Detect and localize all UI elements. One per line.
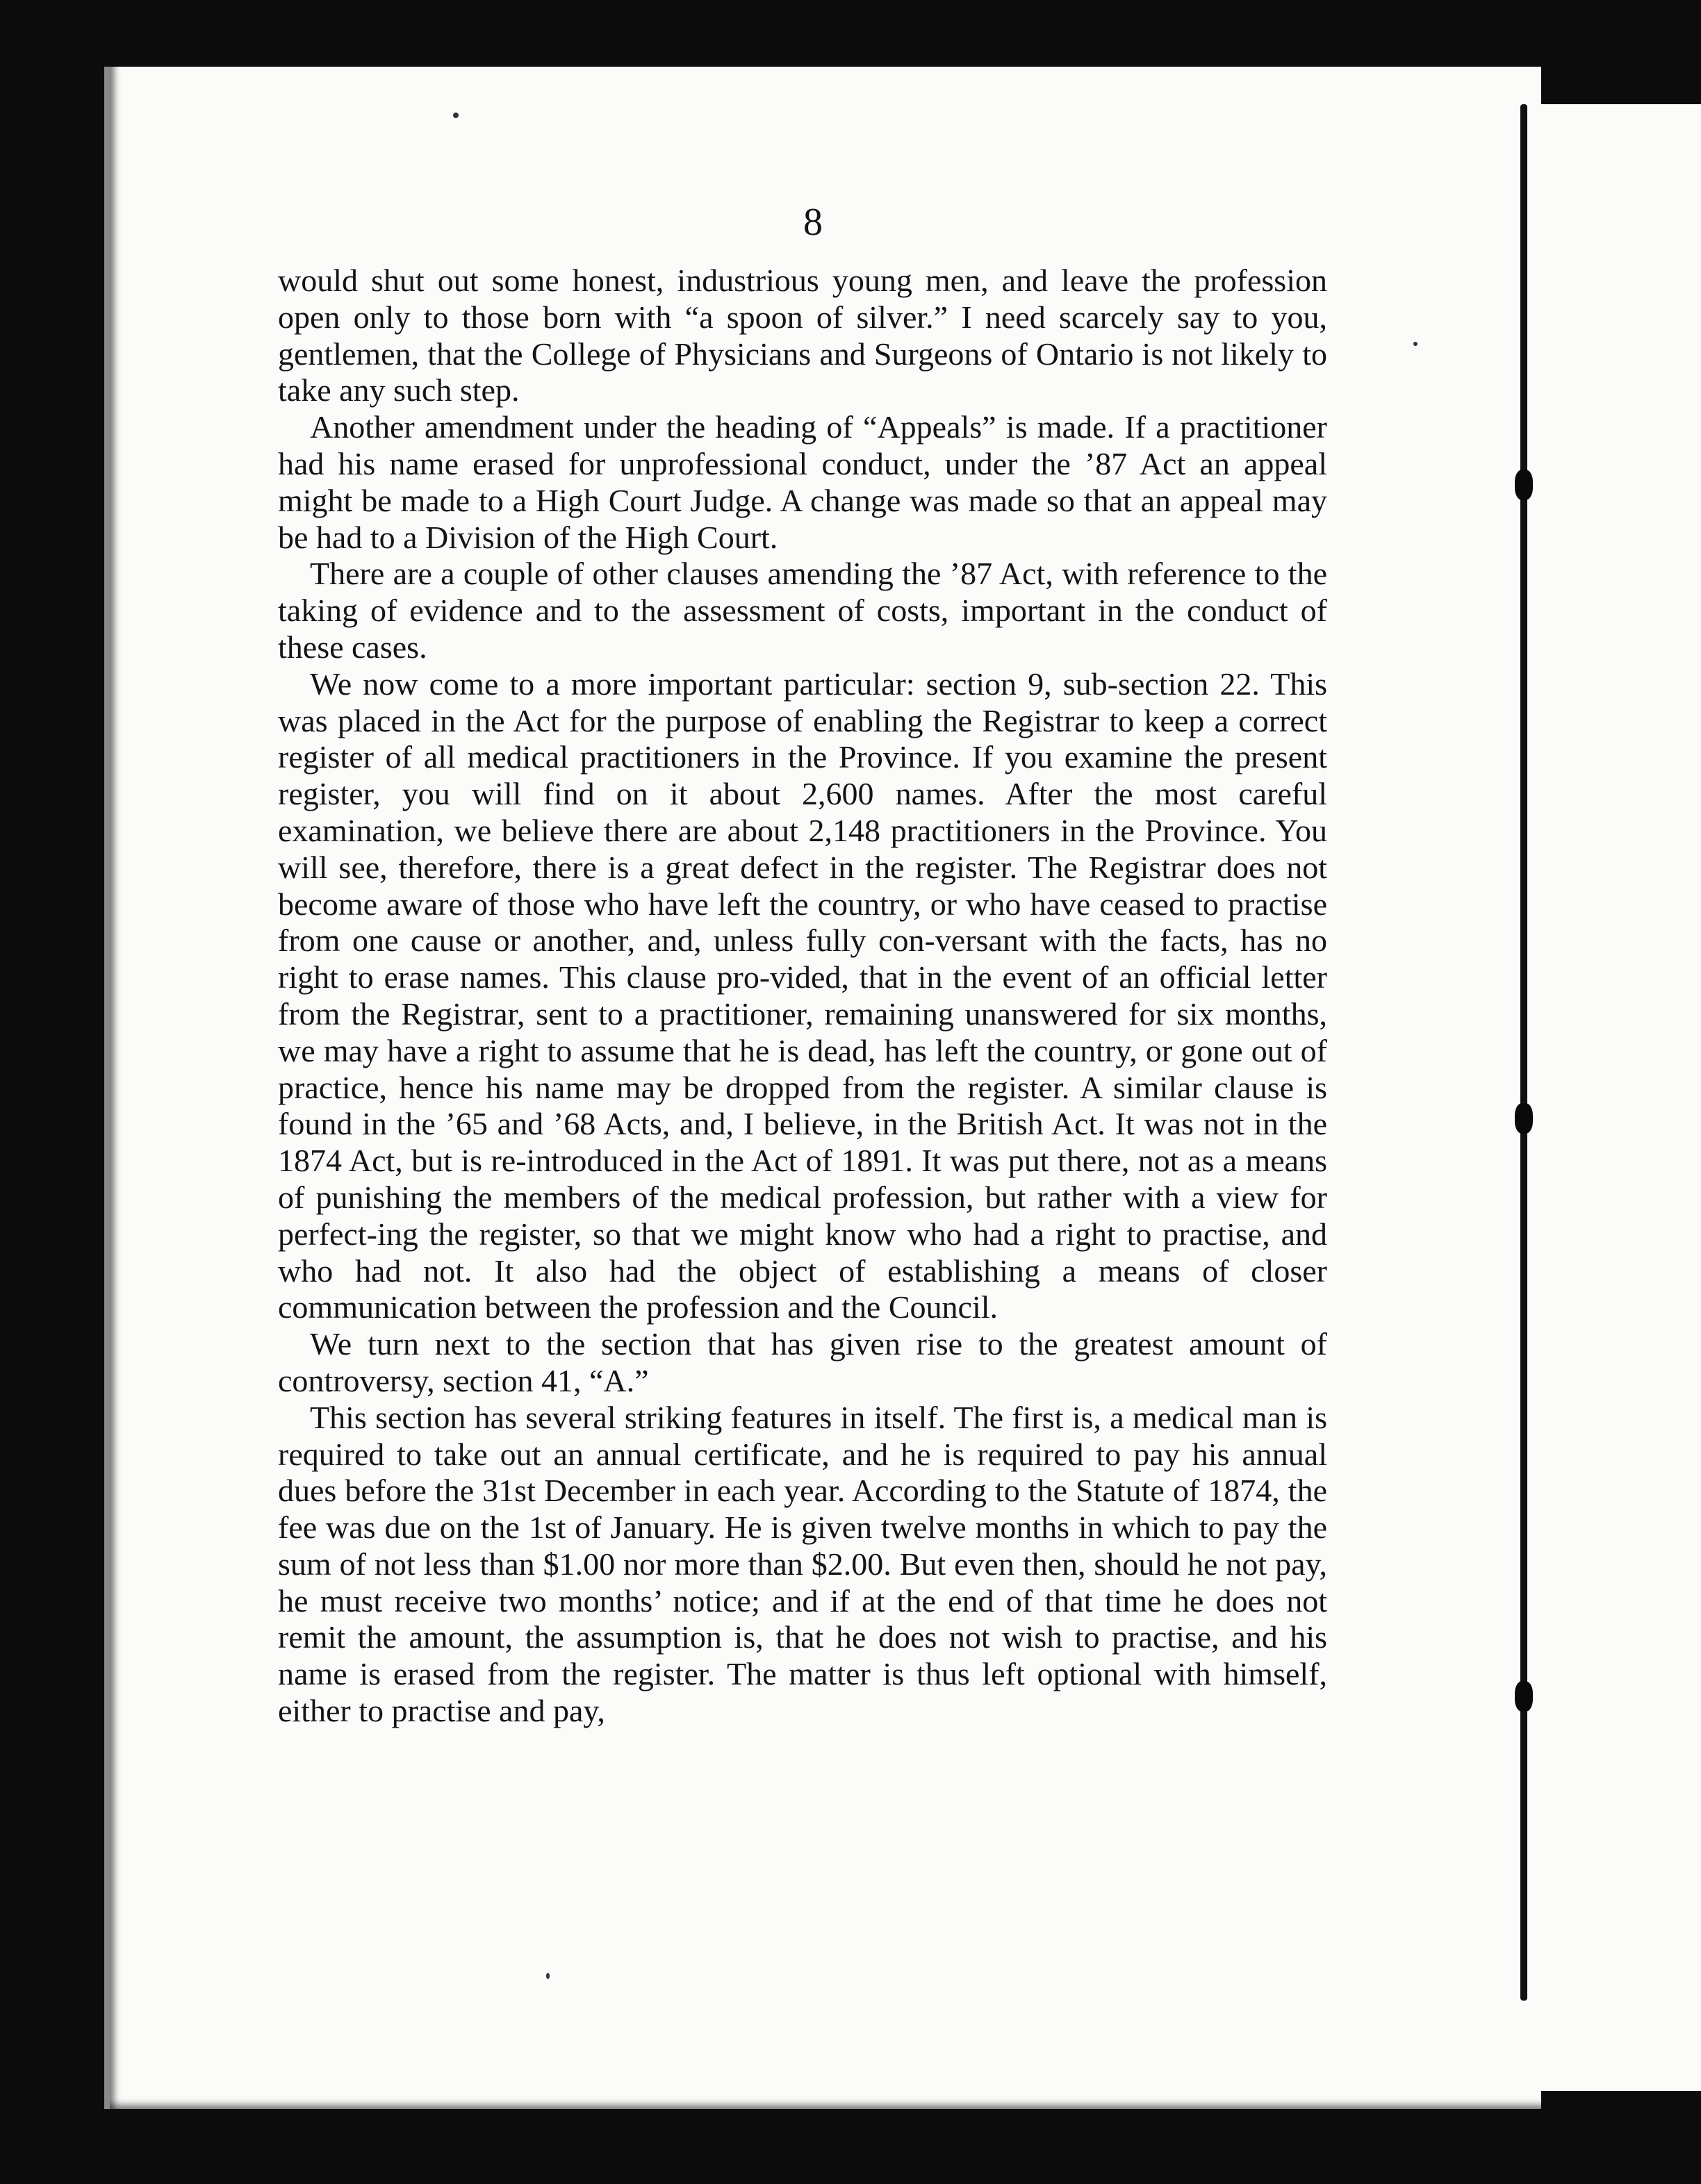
paragraph: We now come to a more important particular: section 9, sub-section 22. This was placed in the Act for the purpose of enabling the Registrar to keep a correct register of all medical practitioners in the Province. If you examine the present register, you will find on it about 2,600 names. After the most careful examination, we believe there are about 2,148 practitioners in the Province. You will see, therefore, there is a great defect in the register. The Registrar does not become aware of those who have left the country, or who have ceased to practise from one cause or another, and, unless fully con-versant with the facts, has no right to erase names. This clause pro-vided, that in the event of an official letter from the Registrar, sent to a practitioner, remaining unanswered for six months, we may have a right to assume that he is dead, has left the country, or gone out of practice, hence his name may be dropped from the register. A similar clause is found in the ’65 and ’68 Acts, and, I believe, in the British Act. It was not in the 1874 Act, but is re-introduced in the Act of 1891. It was put there, not as a means of punishing the members of the medical profession, but rather with a view for perfect-ing the register, so that we might know who had a right to practise, and who had not. It also had the object of establishing a means of closer communication between the profession and the Council. bbox=[278, 665, 1327, 1325]
body-text bbox=[278, 263, 1327, 1730]
scan-speck bbox=[453, 113, 459, 118]
scan-speck bbox=[1413, 342, 1418, 346]
paragraph: We turn next to the section that has given rise to the greatest amount of controversy, section 41, “A.” bbox=[278, 1326, 1327, 1398]
scan-speck bbox=[546, 1973, 550, 1979]
binding-clip bbox=[1515, 1681, 1533, 1712]
binding-clip bbox=[1515, 1103, 1533, 1134]
paragraph: This section has several striking features in itself. The first is, a medical man is required to take out an annual certificate, and he is required to pay his annual dues before the 31st December in each year. According to the Statute of 1874, the fee was due on the 1st of January. He is given twelve months in which to pay the sum of not less than $1.00 nor more than $2.00. But even then, should he not pay, he must receive two months’ notice; and if at the end of that time he does not remit the amount, the assumption is, that he does not wish to practise, and his name is erased from the register. The matter is thus left optional with himself, either to practise and pay, bbox=[278, 1399, 1327, 1729]
paragraph: There are a couple of other clauses amending the ’87 Act, with reference to the taking of evidence and to the assessment of costs, important in the conduct of these cases. bbox=[278, 556, 1327, 665]
binding-spine bbox=[1520, 104, 1527, 2001]
binding-clip bbox=[1515, 470, 1533, 500]
page-number: 8 bbox=[803, 201, 823, 244]
paragraph: would shut out some honest, industrious young men, and leave the profession open only to those born with “a spoon of silver.” I need scarcely say to you, gentlemen, that the College of Physicians and Surgeons of Ontario is not likely to take any such step. bbox=[278, 263, 1327, 408]
adjacent-page-edge bbox=[1536, 104, 1701, 2091]
paragraph: Another amendment under the heading of “Appeals” is made. If a practitioner had his name erased for unprofessional conduct, under the ’87 Act an appeal might be made to a High Court Judge. A change was made so that an appeal may be had to a Division of the High Court. bbox=[278, 409, 1327, 555]
